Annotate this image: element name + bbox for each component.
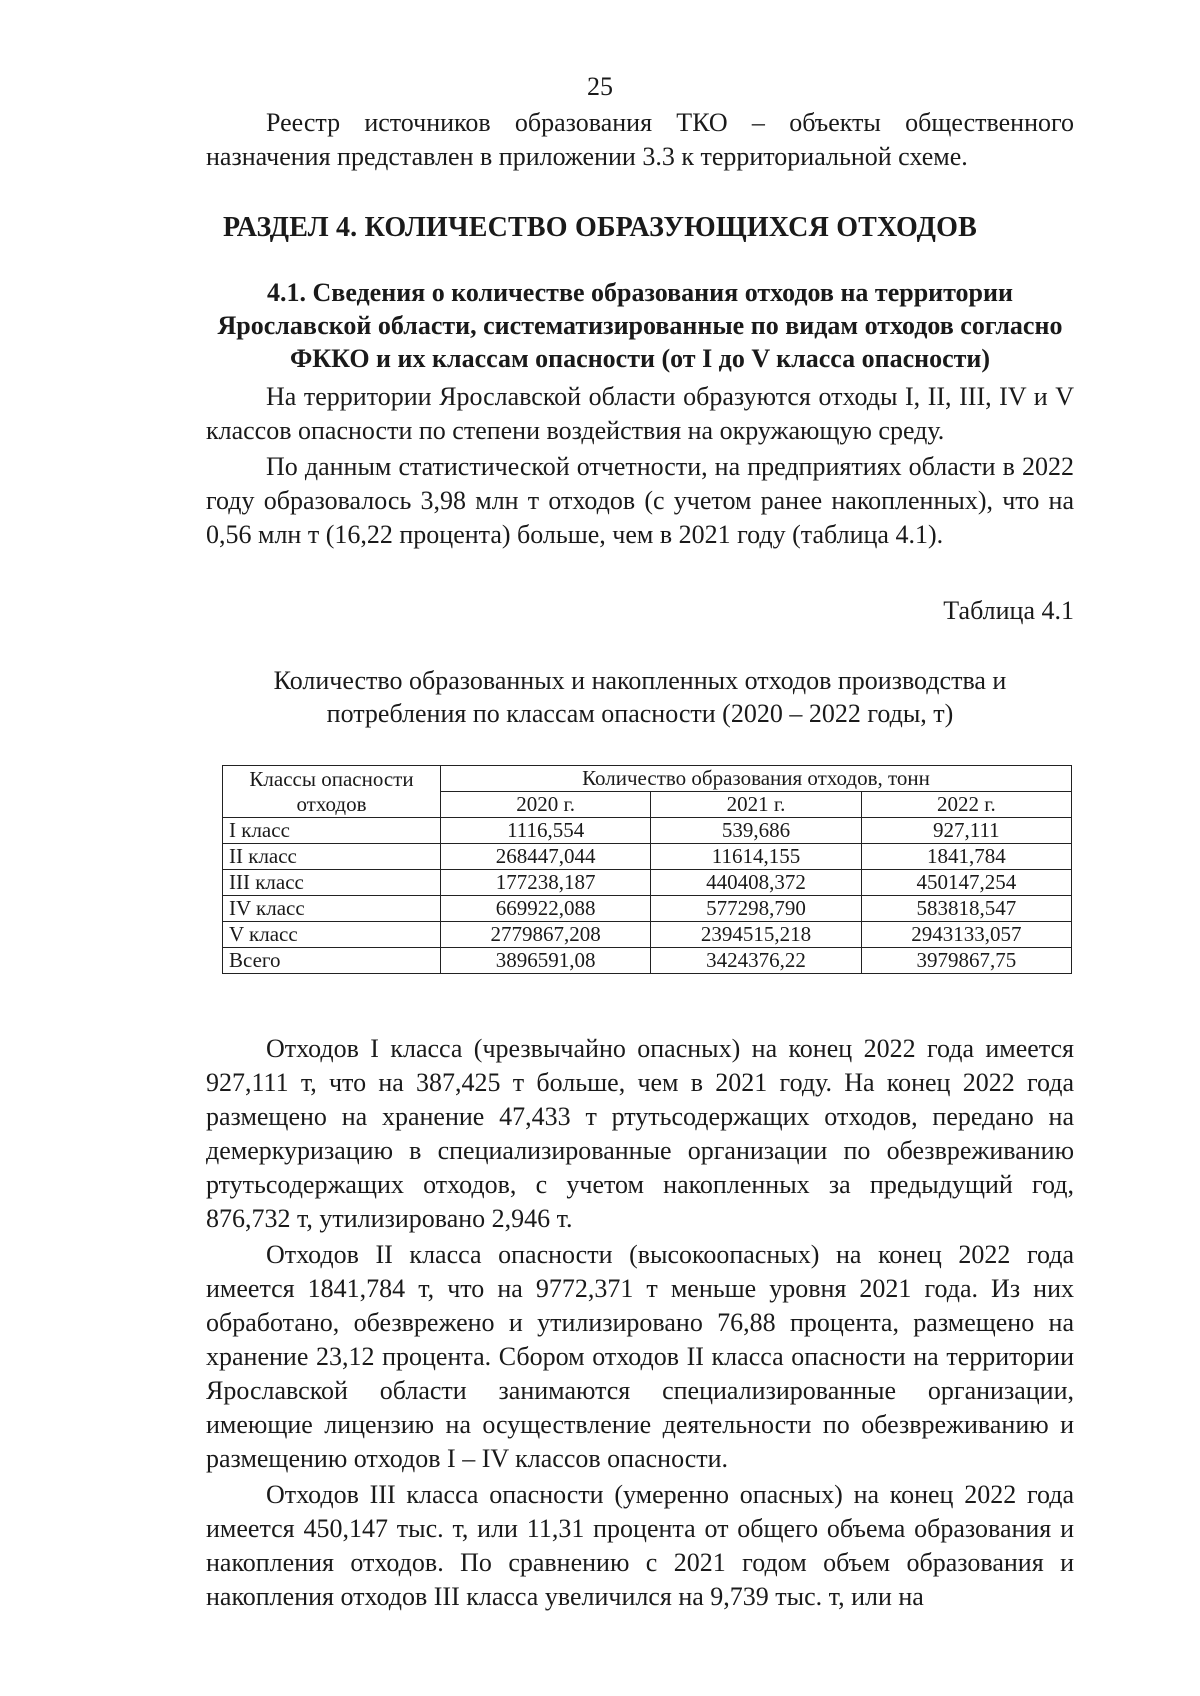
- cell-value: 2943133,057: [861, 922, 1071, 948]
- cell-value: 3896591,08: [441, 948, 651, 974]
- table-caption: Количество образованных и накопленных отходов производства и потребления по классам опасности (2020 – 2022 годы, т): [273, 666, 1007, 728]
- cell-value: 11614,155: [651, 844, 861, 870]
- paragraph-waste-classes: На территории Ярославской области образуются отходы I, II, III, IV и V классов опасности по степени воздействия на окружающую среду.: [206, 382, 1074, 445]
- row-class-label: V класс: [223, 922, 441, 948]
- cell-value: 450147,254: [861, 870, 1071, 896]
- paragraph-class-2: Отходов II класса опасности (высокоопасных) на конец 2022 года имеется 1841,784 т, что на 9772,371 т меньше уровня 2021 года. Из них обработано, обезврежено и утилизировано 76,88 процента, размещено на хранение 23,12 процента. Сбором отходов II класса опасности на территории Ярославской области занимаются специализированные организации, имеющие лицензию на осуществление деятельности по обезвреживанию и размещению отходов I – IV классов опасности.: [206, 1240, 1074, 1473]
- paragraph-class-1: Отходов I класса (чрезвычайно опасных) на конец 2022 года имеется 927,111 т, что на 387,425 т больше, чем в 2021 году. На конец 2022 года размещено на хранение 47,433 т ртутьсодержащих отходов, передано на демеркуризацию в специализированные организации по обезвреживанию ртутьсодержащих отходов, с учетом накопленных за предыдущий год, 876,732 т, утилизировано 2,946 т.: [206, 1034, 1074, 1233]
- subsection-title: 4.1. Сведения о количестве образования отходов на территории Ярославской области, систематизированные по видам отходов согласно ФККО и их классам опасности (от I до V класса опасности): [217, 278, 1063, 373]
- cell-value: 2394515,218: [651, 922, 861, 948]
- header-year: 2022 г.: [861, 792, 1071, 818]
- table-row-total: [223, 948, 1072, 974]
- cell-value: 3979867,75: [861, 948, 1071, 974]
- cell-value: 177238,187: [441, 870, 651, 896]
- paragraph-class-3: Отходов III класса опасности (умеренно опасных) на конец 2022 года имеется 450,147 тыс. т, или 11,31 процента от общего объема образования и накопления отходов. По сравнению с 2021 годом объем образования и накопления отходов III класса увеличился на 9,739 тыс. т, или на: [206, 1480, 1074, 1611]
- table-header-row: [223, 766, 1072, 792]
- table-label: Таблица 4.1: [943, 596, 1074, 625]
- cell-value: 927,111: [861, 818, 1071, 844]
- header-quantity-group: Количество образования отходов, тонн: [441, 766, 1072, 792]
- cell-value: 583818,547: [861, 896, 1071, 922]
- intro-paragraph: Реестр источников образования ТКО – объекты общественного назначения представлен в приложении 3.3 к территориальной схеме.: [206, 108, 1074, 171]
- cell-value: 3424376,22: [651, 948, 861, 974]
- cell-value: 1841,784: [861, 844, 1071, 870]
- row-class-label: I класс: [223, 818, 441, 844]
- page-number: 25: [587, 72, 613, 101]
- table-row: [223, 870, 1072, 896]
- header-year: 2021 г.: [651, 792, 861, 818]
- row-class-label: Всего: [223, 948, 441, 974]
- cell-value: 268447,044: [441, 844, 651, 870]
- paragraphs-bottom: [206, 1032, 1074, 1614]
- cell-value: 539,686: [651, 818, 861, 844]
- cell-value: 577298,790: [651, 896, 861, 922]
- section-title: РАЗДЕЛ 4. КОЛИЧЕСТВО ОБРАЗУЮЩИХСЯ ОТХОДОВ: [223, 212, 977, 243]
- cell-value: 669922,088: [441, 896, 651, 922]
- row-class-label: III класс: [223, 870, 441, 896]
- table-row: [223, 844, 1072, 870]
- cell-value: 1116,554: [441, 818, 651, 844]
- table-row: [223, 818, 1072, 844]
- intro-block: [206, 106, 1074, 174]
- row-class-label: IV класс: [223, 896, 441, 922]
- paragraph-statistics: По данным статистической отчетности, на предприятиях области в 2022 году образовалось 3,98 млн т отходов (с учетом ранее накопленных), что на 0,56 млн т (16,22 процента) больше, чем в 2021 году (таблица 4.1).: [206, 452, 1074, 549]
- cell-value: 2779867,208: [441, 922, 651, 948]
- cell-value: 440408,372: [651, 870, 861, 896]
- table-row: [223, 922, 1072, 948]
- table-row: [223, 896, 1072, 922]
- waste-table: [222, 765, 1072, 974]
- paragraphs-top: [206, 380, 1074, 552]
- row-class-label: II класс: [223, 844, 441, 870]
- header-hazard-class: Классы опасности отходов: [223, 766, 441, 818]
- header-year: 2020 г.: [441, 792, 651, 818]
